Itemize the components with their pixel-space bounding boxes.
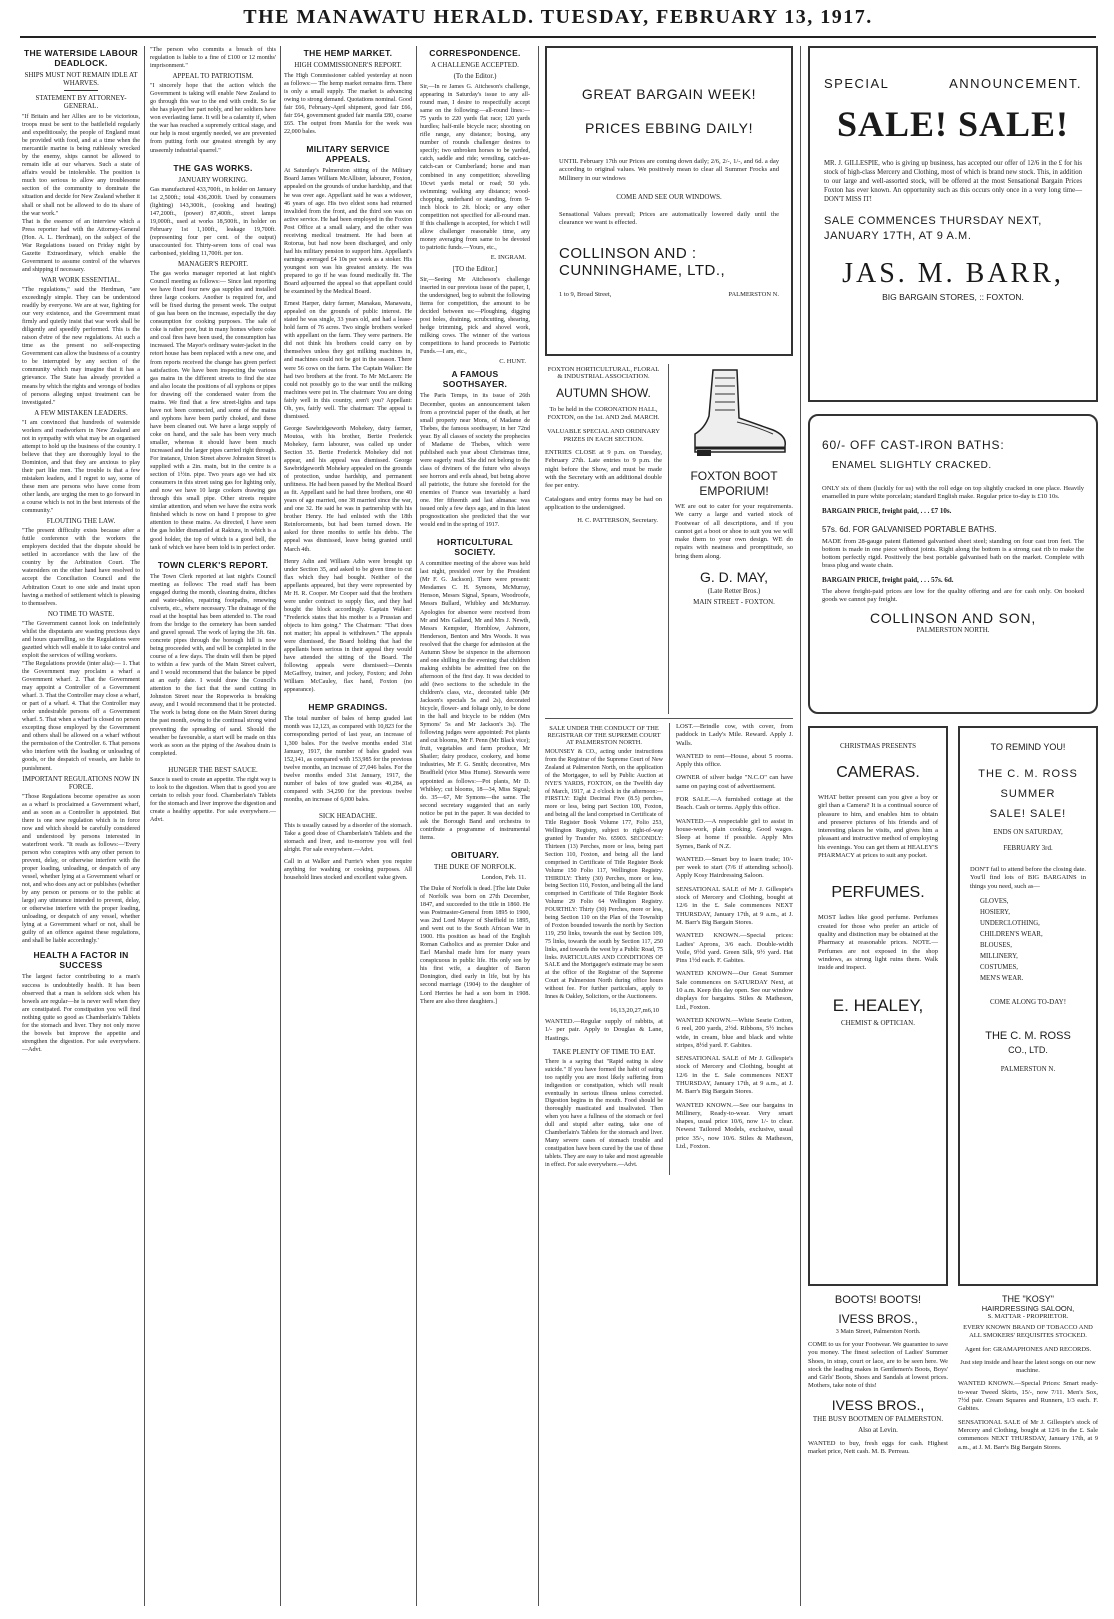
ad-headline: 60/- OFF CAST-IRON BATHS: — [822, 438, 1005, 452]
classified-ad: LOST.—Brindle cow, with cover, from paddock in Lady's Mile. Reward. Apply J. Walls. — [676, 723, 793, 747]
article-headline: THE HEMP MARKET. — [303, 48, 393, 58]
classified-ad: WANTED KNOWN.—White Sesrie Cotton, 6 reel, 200 yards, 2½d. Ribbons, 5½ inches wide, in cream, blue and black and white stripes, 8½d yard. F. Gabites. — [676, 1016, 793, 1049]
article-paragraph: "I am convinced that hundreds of waterside workers and roadworkers in New Zealand are not in sympathy with what may be an organised attempt to hold up the business of the country. I believe that they are thoroughly loyal to the Dominion, and that they are anxious to play their part like men. The trouble is that a few mistaken leaders, and I regret to say, some of these men are persons who have come from other lands, are urging the men to go forward in a course which is not in the best interests of the community." — [22, 419, 140, 515]
ad-firm: G. D. MAY, — [700, 569, 768, 586]
article-paragraph: George Sawbridgeworth Mohekey, dairy farmer, Moutoa, with his brother, Bertie Frederick Mohekey, farm labourer, was called up under Section 35. Bertie Frederick Mohekey did not appear, and his appeal was dismissed. George Sawbridgeworth Mohekey appealed on the grounds of protection, undue hardship, and permanent unfitness. He had been passed by the Medical Board as fit. Appellant said he had three brothers, one 40 years of age married, one 38 married since the war, and one 32. He said he was in partnership with his brother Henry. He had enlisted with the 18th Reinforcements, but had been turned down. He asked for three months to settle his debts. The appeal was dismissed, leave being granted until March 4th. — [284, 425, 412, 553]
ad-address: PALMERSTON N. — [1000, 1064, 1056, 1073]
article-paragraph: The High Commissioner cabled yesterday at noon as follows:— The hemp market remains firm. There is only a small supply. The market is advancing owing to strong demand. Quotations nominal. Good fair £66, February-April shipment, good fair £66, fair £64, government graded fair manila £80, coarse £65. The output from Manila for the week was 22,000 bales. — [284, 73, 412, 136]
classified-ad: WANTED.—A respectable girl to assist in house-work, plain cooking. Good wages. Sleep at home if possible. Apply Mrs Symes, Bank of N.Z. — [676, 817, 793, 850]
ad-address-town: PALMERSTON N. — [728, 291, 779, 299]
column-rule — [280, 46, 281, 1606]
ad-item: BLOUSES, — [980, 941, 1012, 949]
column-4 — [420, 46, 530, 1611]
column-rule — [416, 46, 417, 1606]
ad-firm: THE C. M. ROSS — [985, 1029, 1071, 1042]
ad-address: PALMERSTON NORTH. — [916, 626, 990, 635]
ad-dates: SALE COMMENCES THURSDAY NEXT, JANUARY 17TH, AT 9 A.M. — [824, 215, 1042, 242]
ad-title: SALE! SALE! — [989, 808, 1067, 820]
boot-emporium-ad — [669, 364, 793, 714]
ad-firm-note: (Late Retter Bros.) — [707, 587, 761, 596]
ad-headline: GREAT BARGAIN WEEK! — [581, 86, 757, 102]
ad-body: Agent for: GRAMAPHONES AND RECORDS. — [964, 1345, 1092, 1353]
divider — [64, 90, 98, 91]
dateline: London, Feb. 11. — [481, 873, 526, 881]
article-paragraph: The Paris Temps, in its issue of 26th December, quotes an announcement taken from a provincial paper of the death, at her small property near Mons, of Madame de Thebes, the famous soothsayer, in her 72nd year. By all classes of society the prophecies of Madame de Thebes, which were published each year about Christmas time, were eagerly read. She did not belong to the class of diviners of the future who always see horrors and evils ahead, but being above all patriotic, the future she foretold for the enemies of France was invariably a hard one. Her fifteenth and last almanac was issued only a few days ago, and in this latest prognostication she predicted that the war would end in the spring of 1917. — [420, 393, 530, 529]
ad-firm-sub: CO., LTD. — [1008, 1044, 1048, 1055]
classified-ad: SENSATIONAL SALE of Mr J. Gillespie's stock of Mercery and Clothing, bought at 12/6 in the £. Sale commences NEXT THURSDAY, January 17th, at 9 a.m., at J. M. Barr's Big Bargain Stores. — [676, 885, 793, 926]
ad-address: BIG BARGAIN STORES, :: FOXTON. — [882, 292, 1024, 302]
ad-title: FOXTON BOOT EMPORIUM! — [690, 469, 778, 498]
column-3 — [284, 46, 412, 1611]
article-subhead: SHIPS MUST NOT REMAIN IDLE AT WHARVES. — [24, 71, 138, 87]
classified-ad: WANTED to buy, fresh eggs for cash. Highest market price, Nett cash. M. B. Perreau. — [808, 1439, 948, 1456]
healey-pharmacy-ad — [808, 726, 948, 1286]
boot-illustration — [675, 364, 793, 460]
column-rule — [144, 46, 145, 1606]
article-subhead: A CHALLENGE ACCEPTED. — [431, 61, 519, 69]
ad-firm-line-1: COLLINSON AND : — [559, 245, 697, 263]
ad-body: MR. J. GILLESPIE, who is giving up business, has accepted our offer of 12/6 in the £ for his stock of high-class Mercery and Clothing, most of which is brand new stock. This, in addition to our large and well-assorted stock, will be offered at the most Sensational Bargain Prices Foxton has ever known. An opportunity such as this occurs only once in a very long time—DON'T MISS IT! — [824, 160, 1082, 203]
ad-item: CHILDREN'S WEAR, — [980, 930, 1043, 938]
article-headline: TOWN CLERK'S REPORT. — [157, 559, 269, 570]
article-paragraph: "The present difficulty exists because after a futile conference with the workers the employers decided that the dispute should be settled in accordance with the law of the country by the Arbitration Court. The watersiders on the other hand have resolved to accept the Conciliation Council and the Arbitration Court to one side and insist upon having a method of settlement which is pleasing to themselves. — [22, 528, 140, 607]
article-paragraph: Henry Adin and William Adin were brought up under Section 35, and asked to be given time to cut flax which they had bought. Neither of the appellants appeared, but they were represented by Mr H. R. Cooper. Mr Cooper said that the brothers were under contract to supply flax, and they had bought the block accordingly. Captain Walker: "Frederick states that his mother is a Prussian and objects to him going." The Chairman: "That does not matter; his appeal is withdrawn." The appeals were dismissed, the Board holding that had the appellants been serious in their appeal they would have attended the sitting of the Board. The following appeals were dismissed:—Dennis McGaffrey, trainer, and jockey, Foxton; and John William McCauley, flax hand, Foxton (no appearance). — [284, 558, 412, 694]
article-headline: THE GAS WORKS. — [173, 162, 253, 173]
ad-headline: SPECIAL ANNOUNCEMENT. — [824, 76, 1082, 91]
ad-subheadline: PRICES EBBING DAILY! — [584, 120, 754, 136]
classified-ad: WANTED KNOWN—Our Great Summer Sale commences on SATURDAY Next, at 10 a.m. Keep this day open. See our window displays for bargains. Stiles & Matheson, Ltd., Foxton. — [676, 970, 793, 1011]
article-paragraph: This is usually caused by a disorder of the stomach. Take a good dose of Chamberlain's Tablets and the stomach and liver, and to-morrow you will feel alright. For sale everywhere.—Advt. — [284, 822, 412, 854]
ad-title: CAMERAS. — [836, 764, 920, 781]
article-subhead: STATEMENT BY ATTORNEY-GENERAL. — [35, 94, 127, 110]
article-headline: A FAMOUS SOOTHSAYER. — [442, 369, 508, 390]
ad-body: MOST ladies like good perfume. Perfumes created for those who prefer an article of quality and distinction may be obtained at the Pharmacy at reasonable prices. NOTE.—Perfumes are not exposed in the shop windows, as strong light ruins them. Walk inside and inspect. — [818, 914, 938, 972]
article-paragraph: A committee meeting of the above was held last night, presided over by the President (Mr F. G. Jackson). There were present: Mesdames C. H. Symons, McMurray, Henson, Messrs Signal, Spears, Woodroofe, Messrs Bullard, Whibley and McMurray. Apologies for absence were received from Mr and Mrs Galland, Mr and Mrs J. Newth, Messrs Kempster, Hornblow, Ashmore, Henderson, Benton and Mrs Woods. It was resolved that the charge for admission at the Autumn Show be sixpence in the afternoon and one shilling in the evening; that children making exhibits be admitted free on the afternoon of the first day. It was decided to add (two sections to the schedule in the children's class, viz., decorated table (Mr Jackson's specials 5s and 2s), decorated bicycle, flower- and foliage only, to be done in the hall and bicycle to be ridden (Mrs Symons' 5s and Mr Jackson's 3s). The following judges were appointed: Pot plants and cut blooms, Mr F. Penn (Mr Black vice); fruit, vegetables and farm produce, Mr Shailer; dairy produce, cookery, and home industries, Mr F. G. Smith; decorative, Mrs Bradfield (vice Miss Hume). Stewards were appointed as follows:—Pot plants, Mr D. Whibley; cut blooms, 18—34, Miss Signal; do. 35—67, Mr Symons—the same. The second secretary suggested that an early notice be put in the paper. It was decided to ask the Borough Band and orchestra to contribute a programme of instrumental items. — [420, 561, 530, 841]
article-paragraph: "The Government cannot look on indefinitely whilst the disputants are wasting precious days and hours quarrelling, so the Regulations were gazetted which will enable it to take control and exploit the services of willing workers. — [22, 620, 140, 659]
masthead: THE MANAWATU HERALD. TUESDAY, FEBRUARY 13, 1917. — [20, 6, 1096, 38]
ad-headline: CHRISTMAS PRESENTS — [839, 742, 917, 750]
ad-body: WE are out to cater for your requirements. We carry a large and varied stock of Footwear of all descriptions, and if you cannot get a boot or shoe to suit you we will make them to your own design. WE do repairs with neatness and promptitude, so bring them along. — [675, 503, 793, 560]
article-subhead: HUNGER THE BEST SAUCE. — [168, 765, 258, 774]
ad-body: MADE from 28-gauge patent flattened galvanised sheet steel; standing on four cast iron feet. The bottom is made in one piece without joints. Right along the bottom is a strong cast rib to make the bottom perfectly rigid. Positively the best portable galvanised bath on the market. Complete with brass plug and waste chain. — [822, 537, 1084, 570]
section-subhead: MANAGER'S REPORT. — [178, 259, 248, 268]
signature: E. INGRAM. — [490, 253, 526, 261]
editor-note: [TO the Editor.] — [452, 264, 498, 273]
ad-subheadline: ENAMEL SLIGHTLY CRACKED. — [832, 460, 992, 471]
middle-ad-row — [545, 364, 793, 714]
bargain-week-ad — [545, 46, 793, 356]
ad-body: EVERY KNOWN BRAND OF TOBACCO AND ALL SMOKERS' REQUISITES STOCKED. — [963, 1324, 1093, 1340]
ad-note: Just step inside and hear the latest songs on our new machine. — [960, 1358, 1096, 1375]
ad-firm: THE "KOSY" — [1002, 1294, 1054, 1304]
article-paragraph: Gas manufactured 433,700ft., in holder on January 1st 2,500ft.; total 436,200ft. Used by consumers (lighting) 143,300ft., (cooking and heating) 147,200ft., (power) 87,400ft., street lamps 19,000ft., used at works 18,500ft., in holder on February 1st 1,100ft., leakage 19,700ft. (representing four per cent. of the output) unaccounted for. Thirty-seven tons of coal was carbonised, yielding 11,700ft. per ton. — [150, 186, 276, 257]
ad-headline: 57s. 6d. FOR GALVANISED PORTABLE BATHS. — [822, 524, 997, 534]
article-paragraph: "Those Regulations become operative as soon as a wharf is proclaimed a Government wharf, and as soon as a Controller is appointed. But there is one new regulation which is in force now and which should be carefully considered and understood by persons interested in waterfront work. "It reads as follows:—'Every person who conspires with any other person to prevent, delay, or otherwise interfere with the proper loading, unloading, or despatch of any vessel, whether lying at a Government wharf or not, and who does any act or publishes (whether by any person or persons or to the public at large) any utterance intended to prevent, delay, or otherwise interfere with the proper loading, unloading, or despatch of any vessel, whether lying at a Government wharf or not, shall be guilty of an offence against these regulations, and shall be liable accordingly.' — [22, 793, 140, 945]
section-subhead: NO TIME TO WASTE. — [47, 609, 115, 618]
article-paragraph: The Town Clerk reported at last night's Council meeting as follows: The road staff has been engaged during the month, cleaning drains, ditches and water-tables, repairing footpaths, renewing culverts, etc., where necessary. The drainage of the road at the hospital has been attended to. The road from the bridge to the cemetery has been sanded and gravel spread. The work of laying the 3ft. 6in. concrete pipes through the borough hill is now being proceeded with, and will be completed in the course of a few days. The drain will then be piped to within a few yards of the Main Street culvert, and I would recommend that the balance be piped at an early date. I would draw the Council's attention to the fact that the sand cutting in Johnston Street near the Ropeworks is breaking away, and I would recommend that it be protected. The work is being done on the Main Street during the past month, owing to the continual strong wind preventing the spreading of sand. Should the weather be favourable, a start will be made on this work as soon as the piping of the Awahou drain is completed. — [150, 573, 276, 757]
ad-item: UNDERCLOTHING, — [980, 919, 1040, 927]
section-subhead: IMPORTANT REGULATIONS NOW IN FORCE. — [22, 774, 140, 791]
ad-title: PERFUMES. — [831, 884, 925, 902]
ad-firm: E. HEALEY, — [832, 996, 924, 1016]
article-paragraph: "If Britain and her Allies are to be victorious, troops must be sent to the battlefield regularly and expeditiously; the people of England must be provided with food, and at a time when the mercantile marine is being ruthlessly wrecked by the enemy, ships cannot be allowed to remain idle at our wharves. Such a state of affairs would be intolerable. The position is much too serious to allow any troublesome section of the community to dominate the situation and decide for New Zealand whether it shall or shall not be allowed to do its share of the war work." — [22, 114, 140, 217]
ad-item: COSTUMES, — [980, 963, 1018, 971]
classified-ad: FOR SALE.—A furnished cottage at the Beach. Cash or terms. Apply this office. — [676, 796, 793, 812]
bottom-right-ads — [958, 726, 1098, 1461]
classified-ad: SENSATIONAL SALE of Mr J. Gillespie's stock of Mercery and Clothing, bought at 12/6 in the £. Sale commences NEXT THURSDAY, January 17th, at 9 a.m., at J. M. Barr's Big Bargain Stores. — [958, 1418, 1098, 1451]
ross-sale-ad — [958, 726, 1098, 1286]
ad-title: SALE! SALE! — [836, 104, 1070, 144]
article-paragraph: "The person who commits a breach of this regulation is liable to a fine of £100 or 12 months' imprisonment." — [150, 47, 276, 70]
article-headline: THE WATERSIDE LABOUR DEADLOCK. — [24, 48, 138, 68]
article-headline: HEMP GRADINGS. — [308, 702, 388, 713]
ad-dates: ENDS ON SATURDAY, — [993, 828, 1063, 836]
ad-body: VALUABLE SPECIAL AND ORDINARY PRIZES IN EACH SECTION. — [547, 427, 660, 443]
ad-body: ONLY six of them (luckily for us) with the roll edge on top slightly cracked in one place. Heavily enamelled in pure white porcelain; standard English make. Regular price to-day is £10 10s. — [822, 485, 1084, 501]
article-paragraph: Ernest Harper, dairy farmer, Manakau, Manawatu, appealed on the grounds of public interest. He stated he was single, 33 years old, and had a lease-hold farm of 76 acres. Two single brothers worked with appellant on the farm. They were partners. He did not think his brothers could carry on by themselves unless they got milking machines in, and machines could not be got in the season. There were 56 cows on the farm. The Captain Walker: He had two brothers at the front. To Mr McLaren: He could not possibly go to the war until the milking machines were put in. The chairman: You are doing fairly well in this country, aren't you? Appellant: Oh, yes, fairly well. The chairman: The appeal is dismissed. — [284, 301, 412, 420]
article-paragraph: The largest factor contributing to a man's success is undoubtedly health. It has been observed that a man is seldom sick when his bowels are regular—he is never well when they are constipated. For constipation you will find nothing quite so good as Chamberlain's Tablets for the stomach and liver. They not only move the bowels but improve the appetite and strengthen the digestion. For sale everywhere. —Advt. — [22, 974, 140, 1053]
article-paragraph: Call in at Walker and Furrie's when you require anything for washing or cooking purposes. All household lines stocked and excellent value given. — [284, 859, 412, 882]
section-subhead: FLOUTING THE LAW. — [46, 517, 116, 526]
column-6 — [808, 46, 1098, 1611]
column-5 — [545, 46, 793, 1611]
ad-item: MEN'S WEAR. — [980, 974, 1024, 982]
classified-ad: WANTED KNOWN.—See our bargains in Millinery, Ready-to-wear. Very smart shapes, usual price 10/6, now 1/- to clear. Newest Tailored Models, exclusive, usual price 35/-, now 10/6. Stiles & Matheson, Ltd., Foxton. — [676, 1101, 793, 1151]
classified-right — [670, 723, 793, 1175]
ad-body: DON'T fail to attend before the closing date. You'll find lots of BIG BARGAINS in things you need, such as— — [970, 866, 1086, 890]
article-paragraph: Sauce is used to create an appetite. The right way is to look to the digestion. When that is good you are certain to relish your food. Chamberlain's Tablets for the stomach and liver improve the digestion and create a healthy appetite. For sale everywhere.—Advt. — [150, 776, 276, 823]
article-subhead: THE DUKE OF NORFOLK. — [433, 862, 517, 871]
classified-ad: WANTED to rent—House, about 5 rooms. Apply this office. — [676, 752, 793, 769]
ad-firm: THE C. M. ROSS — [978, 768, 1078, 780]
article-headline: HEALTH A FACTOR IN SUCCESS — [33, 950, 129, 971]
article-paragraph: Sir,—Seeing Mr Aitcheson's challenge inserted in our previous issue of the paper, I, the undersigned, beg to submit the following items for competition, the amount to be decided between us:—Ploughing, digging post holes, draining, scrubcutting, shearing, hedge trimming, pick and shovel work, milking cows. The winner of the various competitions to hand proceeds to Patriotic Funds.—I am, etc., — [420, 276, 530, 356]
ad-address: 3 Main Street, Palmerston North. — [835, 1328, 921, 1335]
section-subhead: A FEW MISTAKEN LEADERS. — [34, 408, 128, 417]
ad-cta: COME AND SEE OUR WINDOWS. — [616, 192, 722, 201]
article-subhead: JANUARY WORKING. — [178, 175, 248, 184]
ad-headline: TO REMIND YOU! — [990, 742, 1066, 752]
article-paragraph: At Saturday's Palmerston sitting of the Military Board James William McAllister, labourer, Foxton, appealed on the grounds of undue hardship, and that he was over age. Appellant said he was a widower, 46 years of age. His two eldest sons had returned invalided from the front, and the third son was on active service. He had been employed in the Foxton Post Office at a small salary, and the other was receiving medical treatment. He had been at Rotorua, but had now been discharged, and only had his military pension to support him. Appellant's earnings averaged £4 10s per week as a stoker. His youngest son was his greatest anxiety. He was prepared to go if he was found medically fit. The Board adjourned the appeal so that appellant could be examined by the Medical Board. — [284, 168, 412, 296]
classified-ad: OWNER of silver badge "N.C.O" can have same on paying cost of advertisement. — [676, 774, 793, 790]
article-paragraph: "The Regulations provide (inter alia):— 1. That the Government may proclaim a wharf a Government wharf. 2. That the Government may appoint a Controller of a Government wharf. 3. That the Controller may close a wharf, or part of a wharf. 4. That the Controller may order undesirable persons off a Government wharf. 5. That when a wharf is closed no person excepting those employed by the Government and others shall be allowed on a wharf without the permission of the Controller. 6. That persons who interfere with the loading or unloading of goods, or the despatch of vessels, are liable to punishment. — [22, 660, 140, 772]
sale-announcement-ad — [808, 46, 1098, 402]
classified-left — [545, 723, 670, 1175]
column-rule — [800, 46, 801, 1606]
kosy-ad — [958, 1294, 1098, 1452]
classified-ad: SENSATIONAL SALE of Mr J. Gillespie's stock of Mercery and Clothing, bought at 12/6 in the £. Sale commences NEXT THURSDAY, January 17th, at 9 a.m., at J. M. Barr's Big Bargain Stores. — [676, 1055, 793, 1096]
ad-firm-sub: Also at Levin. — [858, 1425, 898, 1434]
ad-cta: COME ALONG TO-DAY! — [989, 997, 1067, 1006]
classified-ad: WANTED KNOWN.—Special prices: Ladies' Aprons, 3/6 each. Double-width Voile, 9½d yard. Green Silk, 9½ yard. Hat Pins 1½d each. F. Gabites. — [676, 932, 793, 965]
ad-item: GLOVES, — [980, 897, 1009, 905]
column-1 — [22, 46, 140, 1611]
ad-note: Sensational Values prevail; Prices are automatically lowered daily until the clearance we want is effected. — [559, 210, 779, 227]
ad-body: UNTIL February 17th our Prices are coming down daily; 2/6, 2/-, 1/-, and 6d. a day according to original values. We positively mean to clear all Summer Frocks and Millinery in our windows — [559, 158, 779, 182]
horticultural-show-ad — [545, 364, 669, 714]
article-paragraph: The Duke of Norfolk is dead. [The late Duke of Norfolk was born on 27th December, 1847, and succeeded to the title in 1860. He was Postmaster-General from 1895 to 1900, was 2nd Lord Mayor of Sheffield in 1895, and went out to the South African War in 1900. His position as head of the English Roman Catholics and as premier Duke and Earl Marshal made him for many years conspicuous in public life. His only son by his first wife, a daughter of Baron Donington, died early in life, but by his second marriage (1904) to the daughter of Lord Herries he had a son born in 1908. There are also three daughters.] — [420, 885, 530, 1005]
ad-firm-line-2: CUNNINGHAME, LTD., — [559, 262, 726, 280]
article-paragraph: The gas works manager reported at last night's Council meeting as follows:— Since last reporting we have fixed four new gas supplies and installed three large cookers. Another is required for, and will be fixed during the present week. The output of gas has been on the increase, especially the day consumption for cooking purposes. The sale of coke is rather poor, but in many homes where coke and coal fires have been used, the consumption has increased. The Mayor's ordinary water-jacket in the retort house has been replaced with a new one, and from reports received the change has given perfect satisfaction. We have been inspecting the various gas mains in the different streets to find the size and also locate the positions of all syphons or pipes for drawing off the condensed water from the mains. We find that a few street-lights and taps have not been connected, and some of the mains and syphons have been partly choked, and these have been cleaned out. We have a large supply of coke on hand, and the sale has been very much smaller, whereas it should have been much increased and the larger pipes carried right through. For instance, Union Street above Johnston Street is supplied with a 2in. main, but in the centre is a section of 1½in. pipe. Two years ago we had six consumers in this street using gas for lighting only, and now we have 10 large cookers drawing gas through this small pipe. Other streets require similar attention, and when we have the extra work finished which is now on hand I propose to give attention to these mains. As directed, I have seen the gas holder dismantled at Rakiura, in which is a good holder, the top of which is a good bell, the tank of which we have been told is in perfect order. — [150, 270, 276, 551]
ad-ref: 16,13,20,27,m6,10 — [610, 1007, 659, 1014]
ad-headline: TAKE PLENTY OF TIME TO EAT. — [552, 1047, 656, 1056]
ad-address — [559, 291, 779, 298]
ad-item: HOSIERY, — [980, 908, 1010, 916]
ad-price: BARGAIN PRICE, freight paid, . . . £7 10s. — [822, 506, 952, 515]
column-2 — [150, 46, 276, 1611]
ad-firm: IVESS BROS., — [838, 1312, 918, 1326]
article-paragraph: The total number of bales of hemp graded last month was 12,123, as compared with 10,823 for the corresponding period of last year, an increase of 1,300 bales. For the twelve months ended 31st January, 1917, the number of bales graded was 152,141, as compared with 153,985 for the previous twelve months, an increase of 27,046 bales. For the twelve months ended 31st January, 1917, the number of bales of tow graded was 40,284, as compared with 34,290 for the previous twelve months, an increase of 6,000 bales. — [284, 716, 412, 803]
ad-body: ENTRIES CLOSE at 9 p.m. on Tuesday, February 27th. Late entries to 9 p.m. the night before the Show, and must be made with the Secretary with an additional double fee per entry. — [545, 449, 662, 490]
ad-firm-sub: HAIRDRESSING SALOON, — [981, 1304, 1075, 1313]
ad-address-street: 1 to 9, Broad Street, — [559, 291, 612, 299]
classified-ad: WANTED KNOWN.—Special Prices: Smart ready-to-wear Tweed Skirts, 15/-, now 7/11. Men's Sox, 7½d pair. Cream Squares and Runners, 1/3 each. F. Gabites. — [958, 1380, 1098, 1413]
ad-title: AUTUMN SHOW. — [556, 386, 651, 400]
ad-body: To be held in the CORONATION HALL, FOXTON, on the 1st. AND 2nd. MARCH. — [547, 406, 660, 422]
ad-firm: JAS. M. BARR, — [842, 258, 1064, 289]
article-paragraph: That is the essence of an interview which a Press reporter had with the Attorney-General (Hon. A. L. Herdman), on the subject of the War Regulations issued on Friday night by Gazette Extraordinary, which enable the Government to assume control of the wharves and shipping if necessary. — [22, 218, 140, 273]
article-headline: HORTICULTURAL SOCIETY. — [437, 537, 513, 558]
classified-ad: WANTED.—Smart boy to learn trade; 10/- per week to start (7/6 if attending school). Apply Kosy Hairdressing Saloon. — [676, 855, 793, 880]
bottom-ad-row — [808, 726, 1098, 1461]
ad-headline: FOXTON HORTICULTURAL, FLORAL & INDUSTRIAL ASSOCIATION. — [547, 366, 660, 380]
classified-row — [545, 718, 793, 1175]
article-headline: OBITUARY. — [450, 849, 500, 860]
article-paragraph: "I sincerely hope that the action which the Government is taking will enable New Zealand to go through this war to the end with credit. So far she has played her part nobly, and her soldiers have won everlasting fame. It will be a calamity if, when the war has reached a supremely critical stage, and our help is most urgently needed, we are prevented from putting forth our greatest strength by any unseemly industrial quarrel." — [150, 83, 276, 154]
ad-address: MAIN STREET - FOXTON. — [693, 598, 775, 607]
ad-price: BARGAIN PRICE, freight paid, . . . 57s. 6d. — [822, 575, 954, 584]
ad-firm-sub: CHEMIST & OPTICIAN. — [841, 1019, 915, 1028]
section-subhead: APPEAL TO PATRIOTISM. — [172, 72, 254, 81]
ad-proprietor: S. MATTAR - PROPRIETOR. — [987, 1313, 1069, 1320]
ad-item: MILLINERY, — [980, 952, 1018, 960]
ad-body: Catalogues and entry forms may be had on application to the undersigned. — [545, 495, 662, 511]
article-headline: CORRESPONDENCE. — [429, 48, 521, 58]
ad-headline: SALE UNDER THE CONDUCT OF THE REGISTRAR OF THE SUPREME COURT AT PALMERSTON NORTH. — [547, 725, 661, 746]
section-subhead: WAR WORK ESSENTIAL. — [41, 275, 121, 284]
ad-firm: IVESS BROS., — [831, 1396, 925, 1413]
ad-body: MOUNSEY & CO., acting under instructions from the Registrar of the Supreme Court of New Zealand at Palmerston North, on the application of the Mortgagee, to sell by Public Auction at NYE'S YARDS, FOXTON, on the Twelfth day of March, 1917, at 2 o'clock in the afternoon:— FIRSTLY: Eight Decimal Five (8.5) perches, more or less, being part Section 100, Foxton, and being all the land comprised in Certificate of Title Register Book Volume 177, Folio 253, Wellington Registry, subject to right-of-way granted by Transfer No. 65903. SECONDLY: Thirteen (13) Perches, more or less, being part Section 110, Foxton, and being all the land comprised in Certificate of Title Register Book Volume 150 Folio 117, Wellington Registry. THIRDLY: Thirty (30) Perches, more or less, being Section 110, Foxton, and being all the land comprised in Certificate of Title Register Book Volume 29 Folio 64 Wellington Registry. FOURTHLY: Thirty (30) Perches, more or less, being Section 110 on the Plan of the Township of Foxton bounded towards the north by Section 119, 250 links, towards the east by Section 109, 75 links, towards the south by Section 117, 250 links, and towards the west by a Public Road, 75 links. PARTICULARS AND CONDITIONS OF SALE and the Mortgagee's estimate may be seen at the office of the Registrar of the Supreme Court at Palmerston North during office hours without fee. For further particulars, apply to Innes & Oakley, Solicitors, or the Auctioneers. — [545, 749, 663, 1001]
signature: C. HUNT. — [499, 358, 526, 366]
classified-ad: WANTED.—Regular supply of rabbits, at 1/- per pair. Apply to Douglas & Lane, Hastings. — [545, 1018, 663, 1042]
article-paragraph: "The regulations," said the Herdman, "are exceedingly simple. They can be understood readily by everyone. We are at war, fighting for our very existence, and the Government must firmly and quietly insist that war work shall be diligently and speedily performed. This is the raison d'etre of the new regulations. At such a time as the present no self-respecting Government can allow the business of a country to be interrupted by any section of the community which may imagine that it has a grievance. The State has already provided a means by which the rights and wrongs of bodies of persons alleging unjust treatment can be investigated." — [22, 286, 140, 406]
bottom-left-ads — [808, 726, 948, 1461]
article-paragraph: Sir,—In re James G. Aitcheson's challenge, appearing in Saturday's issue to any all-round man, I desire to respectfully accept same on the following:—all-round lines:— 75 yards to 220 yards flat race; 120 yards hurdles; half-mile bicycle race; shooting on rifle range, any distance; boxing, any number of rounds challenger desires to specify; two unbroken horses to be yarded, catch, saddle and ride; wrestling, catch-as-catch-can or Cumberland; horse and man combined in any competition; shovelling 10cwt yards metal or road; 50 yds. swimming; walking any distance; wood-chopping, underhand or standing, from 9-inch block to 2ft. block; or any other competition not specified for all-round man. If this challenge is accepted, for which I will allow challenger reasonable time, any money averaging from same to be devoted to patriotic funds.—Yours, etc., — [420, 84, 530, 251]
ad-body: WHAT better present can you give a boy or girl than a Camera? It is a continual source of pleasure to him, and enables him to obtain and preserve pictures of his friends and of interesting places he visits, and gives him a pleasant and instructive method of employing his evenings. You can get them at HEALEY'S PHARMACY at prices to suit any pocket. — [818, 794, 938, 860]
ad-note: The above freight-paid prices are low for the quality offering and are for cash only. On booked goods we cannot pay freight. — [822, 587, 1084, 604]
article-subhead: SICK HEADACHE. — [319, 811, 377, 820]
baths-ad — [808, 414, 1098, 714]
ad-dates: FEBRUARY 3rd. — [1003, 844, 1053, 852]
ad-headline: BOOTS! BOOTS! — [834, 1294, 922, 1306]
ad-title: SUMMER — [1000, 788, 1056, 800]
editor-note: (To the Editor.) — [453, 72, 497, 80]
boots-ad — [808, 1294, 948, 1456]
ad-body: There is a saying that "Rapid eating is slow suicide." If you have formed the habit of eating too rapidly you are most likely suffering from indigestion or constipation, which will result eventually in serious illness unless corrected. Digestion begins in the mouth. Food should be thoroughly masticated and insalivated. Then when you have a fullness of the stomach or feel dull and stupid after eating, take one of Chamberlain's Tablets for the stomach and liver. Many severe cases of stomach trouble and constipation have been cured by the use of these tablets. They are easy to take and most agreeable in effect. For sale everywhere.—Advt. — [545, 1058, 663, 1168]
ad-firm-sub: THE BUSY BOOTMEN OF PALMERSTON. — [812, 1414, 944, 1423]
article-headline: MILITARY SERVICE APPEALS. — [306, 144, 390, 165]
column-rule — [538, 46, 539, 1606]
signature: H. C. PATTERSON, Secretary. — [577, 517, 658, 525]
ad-body: COME to us for your Footwear. We guarantee to save you money. The finest selection of Ladies' Summer Shoes, in strap, court or lace, are to be seen here. We stock the leading makes in Gentlemen's Boots, Boys' and Girls' Boots, Shoes and Sandals at lowest prices. Mothers, take note of this! — [808, 1341, 948, 1390]
ad-firm: COLLINSON AND SON, — [869, 610, 1037, 627]
article-subhead: HIGH COMMISSIONER'S REPORT. — [294, 61, 402, 69]
ad-item-list — [980, 896, 1086, 984]
